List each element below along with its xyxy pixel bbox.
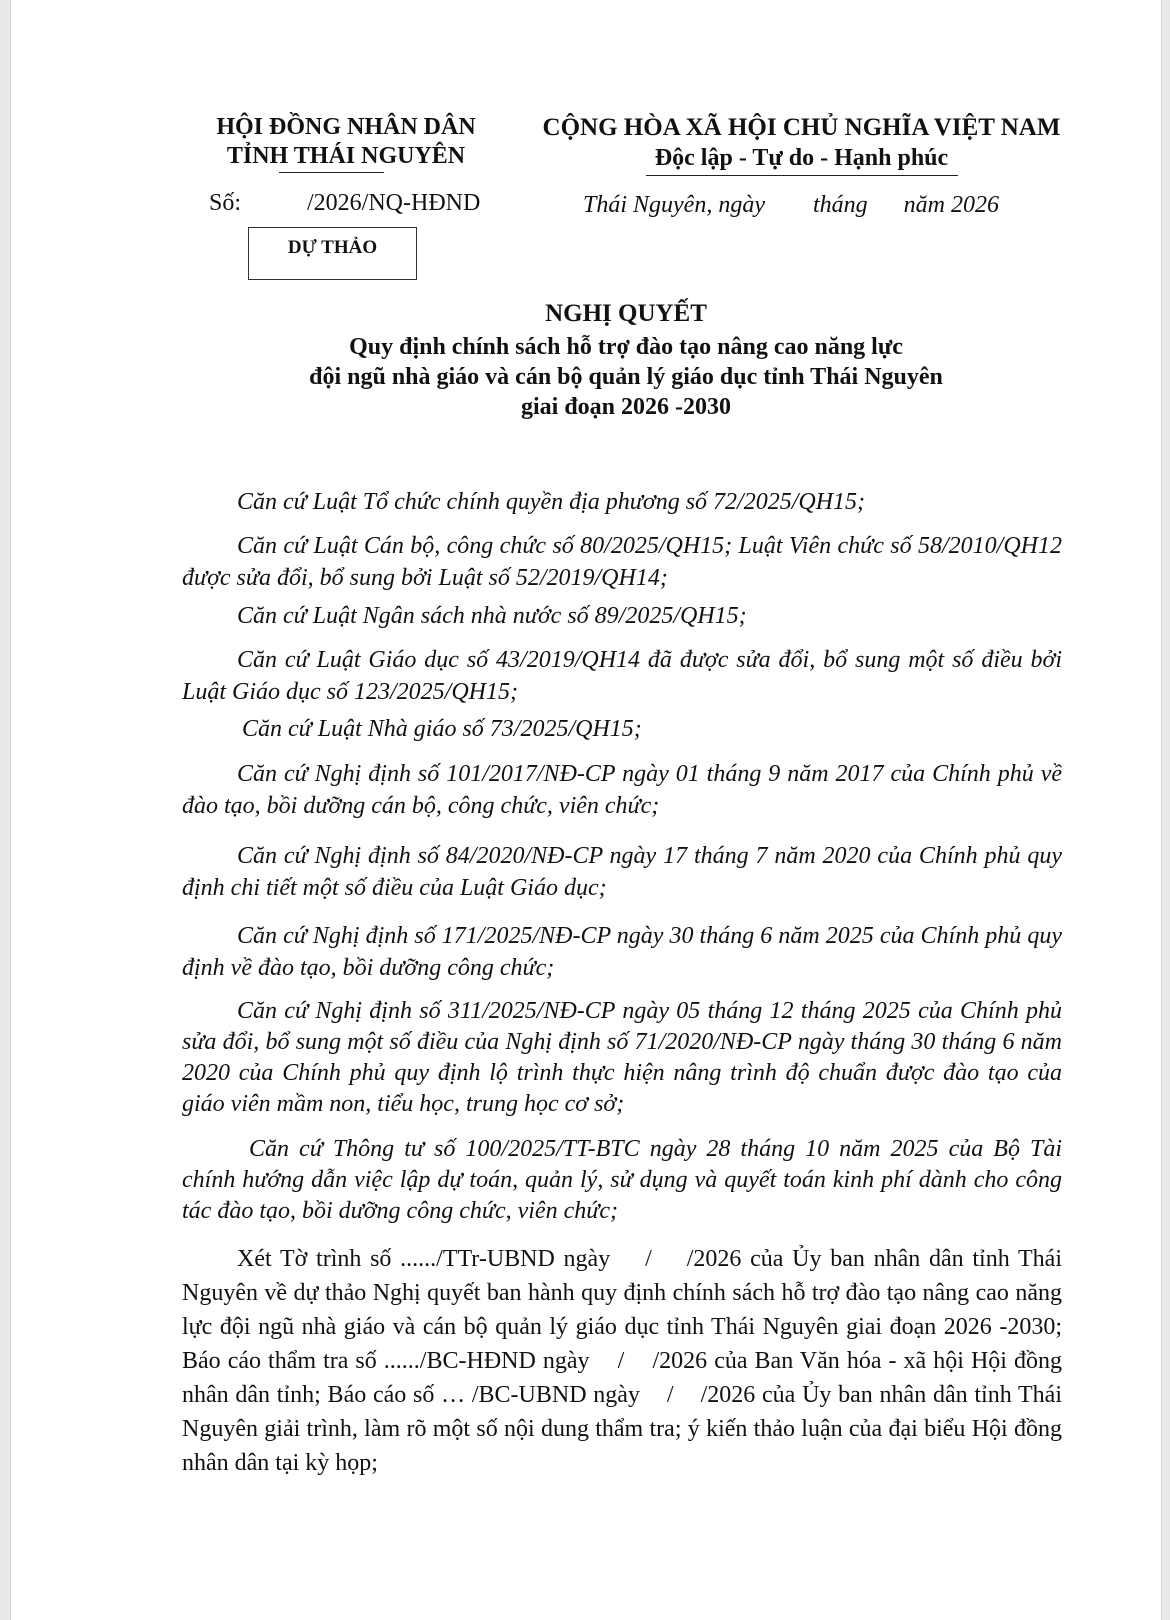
country-name: CỘNG HÒA XÃ HỘI CHỦ NGHĨA VIỆT NAM (542, 114, 1061, 141)
legal-basis-6: Căn cứ Nghị định số 101/2017/NĐ-CP ngày 01 tháng 9 năm 2017 của Chính phủ về đào tạo, bồi dưỡng cán bộ, công chức, viên chức; (182, 761, 1062, 819)
legal-basis-10: Căn cứ Thông tư số 100/2025/TT-BTC ngày 28 tháng 10 năm 2025 của Bộ Tài chính hướng dẫn việc lập dự toán, quản lý, sử dụng và quyết toán kinh phí dành cho công tác đào tạo, bồi dưỡng công chức, viên chức; (182, 1136, 1062, 1224)
draft-label: DỰ THẢO (287, 237, 378, 258)
motto-underline (646, 175, 958, 176)
place-and-date: Thái Nguyên, ngày tháng năm 2026 (583, 192, 999, 218)
consideration-paragraph: Xét Tờ trình số ....../TTr-UBND ngày / /2026 của Ủy ban nhân dân tỉnh Thái Nguyên về dự thảo Nghị quyết ban hành quy định chính sách hỗ trợ đào tạo nâng cao năng lực đội ngũ nhà giáo và cán bộ quản lý giáo dục tỉnh Thái Nguyên giai đoạn 2026 -2030; Báo cáo thẩm tra số ....../BC-HĐND ngày / /2026 của Ban Văn hóa - xã hội Hội đồng nhân dân tỉnh; Báo cáo số … /BC-UBND ngày / /2026 của Ủy ban nhân dân tỉnh Thái Nguyên giải trình, làm rõ một số nội dung thẩm tra; ý kiến thảo luận của đại biểu Hội đồng nhân dân tại kỳ họp; (182, 1246, 1068, 1476)
legal-basis-2: Căn cứ Luật Cán bộ, công chức số 80/2025/QH15; Luật Viên chức số 58/2010/QH12 được sửa đổi, bổ sung bởi Luật số 52/2019/QH14; (182, 533, 1062, 591)
draft-stamp (248, 227, 417, 280)
document-title-line-1: Quy định chính sách hỗ trợ đào tạo nâng cao năng lực (349, 334, 903, 360)
legal-basis-8: Căn cứ Nghị định số 171/2025/NĐ-CP ngày 30 tháng 6 năm 2025 của Chính phủ quy định về đào tạo, bồi dưỡng công chức; (182, 923, 1062, 981)
national-motto: Độc lập - Tự do - Hạnh phúc (654, 145, 949, 171)
document-title-line-3: giai đoạn 2026 -2030 (520, 394, 732, 420)
document-number: /2026/NQ-HĐND (307, 190, 481, 216)
document-number-label: Số: (209, 190, 242, 216)
legal-basis-7: Căn cứ Nghị định số 84/2020/NĐ-CP ngày 17 tháng 7 năm 2020 của Chính phủ quy định chi tiết một số điều của Luật Giáo dục; (182, 843, 1062, 901)
legal-basis-3: Căn cứ Luật Ngân sách nhà nước số 89/2025/QH15; (237, 603, 747, 629)
province-underline (279, 172, 384, 173)
legal-basis-9: Căn cứ Nghị định số 311/2025/NĐ-CP ngày 05 tháng 12 tháng 2025 của Chính phủ sửa đổi, bổ sung một số điều của Nghị định số 71/2020/NĐ-CP ngày tháng 30 tháng 6 năm 2020 của Chính phủ quy định lộ trình thực hiện nâng trình độ chuẩn được đào tạo của giáo viên mầm non, tiểu học, trung học cơ sở; (182, 998, 1062, 1117)
council-name: HỘI ĐỒNG NHÂN DÂN (216, 114, 476, 140)
document-title-line-2: đội ngũ nhà giáo và cán bộ quản lý giáo dục tỉnh Thái Nguyên (309, 364, 943, 390)
document-page (10, 0, 1162, 1620)
legal-basis-5: Căn cứ Luật Nhà giáo số 73/2025/QH15; (242, 716, 642, 742)
document-type: NGHỊ QUYẾT (545, 300, 707, 327)
legal-basis-1: Căn cứ Luật Tổ chức chính quyền địa phương số 72/2025/QH15; (237, 489, 866, 515)
province-name: TỈNH THÁI NGUYÊN (226, 143, 466, 169)
legal-basis-4: Căn cứ Luật Giáo dục số 43/2019/QH14 đã được sửa đổi, bổ sung một số điều bởi Luật Giáo dục số 123/2025/QH15; (182, 647, 1062, 705)
